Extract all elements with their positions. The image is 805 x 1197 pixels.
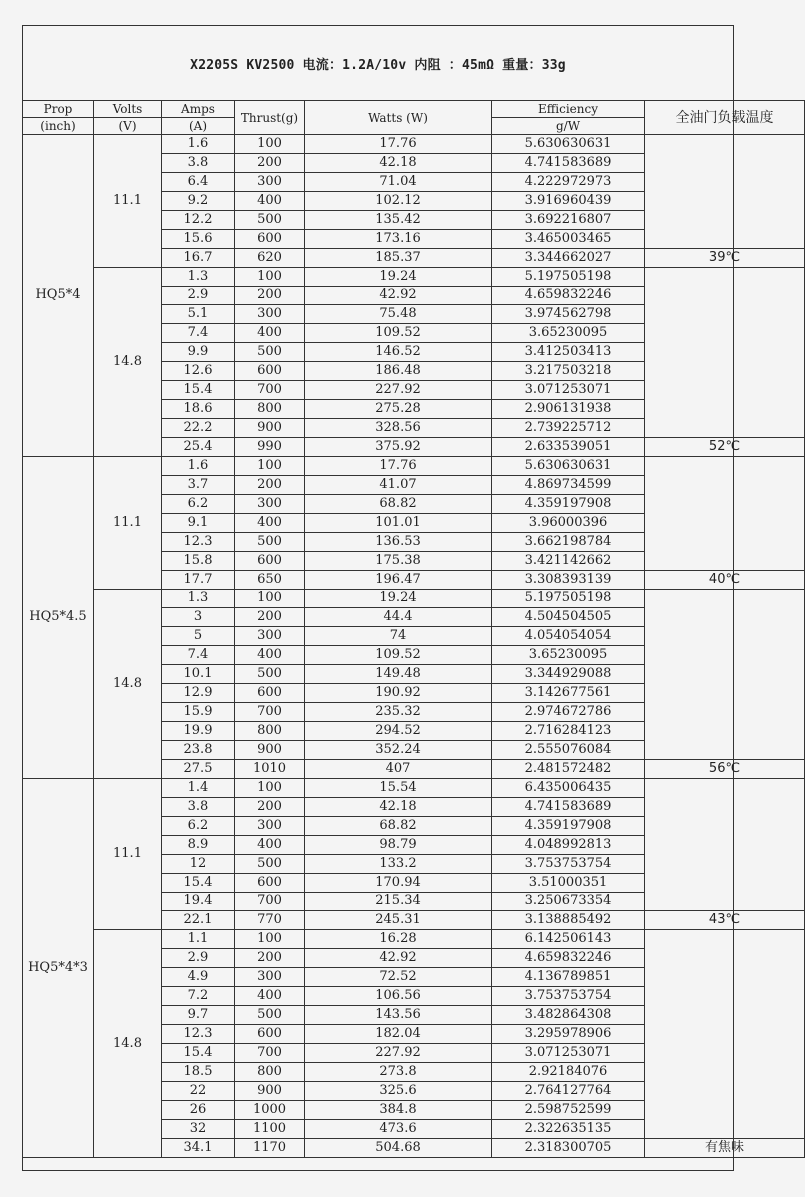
- watts-cell: 68.82: [305, 816, 492, 835]
- watts-cell: 143.56: [305, 1006, 492, 1025]
- table-row: [23, 135, 805, 154]
- watts-cell: 352.24: [305, 741, 492, 760]
- thrust-cell: 400: [235, 987, 305, 1006]
- watts-cell: 109.52: [305, 646, 492, 665]
- thrust-cell: 600: [235, 229, 305, 248]
- amps-unit-header: (A): [162, 118, 235, 135]
- temperature-cell: 43℃: [645, 911, 805, 930]
- temperature-blank-cell: [645, 930, 805, 1138]
- efficiency-cell: 3.138885492: [492, 911, 645, 930]
- watts-cell: 17.76: [305, 456, 492, 475]
- amps-cell: 7.4: [162, 324, 235, 343]
- amps-cell: 34.1: [162, 1138, 235, 1157]
- thrust-cell: 200: [235, 608, 305, 627]
- efficiency-cell: 2.92184076: [492, 1062, 645, 1081]
- watts-cell: 273.8: [305, 1062, 492, 1081]
- efficiency-cell: 3.071253071: [492, 381, 645, 400]
- watts-cell: 215.34: [305, 892, 492, 911]
- amps-cell: 23.8: [162, 741, 235, 760]
- temperature-blank-cell: [645, 135, 805, 249]
- efficiency-cell: 3.421142662: [492, 551, 645, 570]
- watts-cell: 19.24: [305, 267, 492, 286]
- thrust-cell: 900: [235, 1081, 305, 1100]
- volts-cell: 14.8: [94, 589, 162, 778]
- volts-unit-header: (V): [94, 118, 162, 135]
- efficiency-cell: 4.659832246: [492, 949, 645, 968]
- volts-header: Volts: [94, 101, 162, 118]
- efficiency-cell: 4.504504505: [492, 608, 645, 627]
- amps-cell: 15.6: [162, 229, 235, 248]
- watts-cell: 41.07: [305, 475, 492, 494]
- amps-cell: 19.9: [162, 722, 235, 741]
- thrust-cell: 700: [235, 892, 305, 911]
- watts-cell: 328.56: [305, 419, 492, 438]
- thrust-cell: 600: [235, 362, 305, 381]
- amps-cell: 12: [162, 854, 235, 873]
- watts-cell: 42.18: [305, 797, 492, 816]
- amps-cell: 22.1: [162, 911, 235, 930]
- amps-cell: 10.1: [162, 665, 235, 684]
- thrust-cell: 100: [235, 267, 305, 286]
- watts-cell: 15.54: [305, 778, 492, 797]
- thrust-cell: 300: [235, 816, 305, 835]
- thrust-cell: 600: [235, 551, 305, 570]
- amps-cell: 6.2: [162, 816, 235, 835]
- amps-cell: 12.9: [162, 684, 235, 703]
- efficiency-cell: 3.344662027: [492, 248, 645, 267]
- efficiency-cell: 2.974672786: [492, 703, 645, 722]
- watts-cell: 275.28: [305, 400, 492, 419]
- efficiency-cell: 4.222972973: [492, 172, 645, 191]
- volts-cell: 14.8: [94, 267, 162, 456]
- amps-cell: 1.3: [162, 267, 235, 286]
- efficiency-cell: 2.322635135: [492, 1119, 645, 1138]
- amps-cell: 32: [162, 1119, 235, 1138]
- thrust-cell: 700: [235, 703, 305, 722]
- volts-cell: 11.1: [94, 456, 162, 589]
- prop-header: Prop: [23, 101, 94, 118]
- volts-cell: 11.1: [94, 135, 162, 268]
- thrust-cell: 600: [235, 684, 305, 703]
- efficiency-cell: 3.753753754: [492, 987, 645, 1006]
- amps-cell: 7.4: [162, 646, 235, 665]
- efficiency-cell: 3.482864308: [492, 1006, 645, 1025]
- efficiency-cell: 2.716284123: [492, 722, 645, 741]
- amps-cell: 6.2: [162, 494, 235, 513]
- amps-cell: 12.3: [162, 1025, 235, 1044]
- amps-cell: 16.7: [162, 248, 235, 267]
- efficiency-cell: 3.250673354: [492, 892, 645, 911]
- amps-cell: 26: [162, 1100, 235, 1119]
- watts-cell: 245.31: [305, 911, 492, 930]
- efficiency-cell: 4.741583689: [492, 153, 645, 172]
- amps-cell: 27.5: [162, 759, 235, 778]
- watts-cell: 186.48: [305, 362, 492, 381]
- thrust-cell: 700: [235, 1044, 305, 1063]
- watts-cell: 375.92: [305, 438, 492, 457]
- amps-cell: 9.1: [162, 513, 235, 532]
- efficiency-cell: 3.51000351: [492, 873, 645, 892]
- temperature-cell: 52℃: [645, 438, 805, 457]
- thrust-cell: 300: [235, 305, 305, 324]
- efficiency-cell: 3.974562798: [492, 305, 645, 324]
- thrust-cell: 700: [235, 381, 305, 400]
- efficiency-cell: 3.65230095: [492, 646, 645, 665]
- table-body: [23, 135, 805, 1158]
- watts-cell: 19.24: [305, 589, 492, 608]
- thrust-cell: 770: [235, 911, 305, 930]
- efficiency-cell: 5.630630631: [492, 135, 645, 154]
- watts-cell: 16.28: [305, 930, 492, 949]
- thrust-cell: 100: [235, 930, 305, 949]
- efficiency-cell: 2.764127764: [492, 1081, 645, 1100]
- thrust-cell: 200: [235, 797, 305, 816]
- watts-cell: 74: [305, 627, 492, 646]
- amps-cell: 3: [162, 608, 235, 627]
- thrust-cell: 500: [235, 343, 305, 362]
- efficiency-cell: 2.739225712: [492, 419, 645, 438]
- amps-cell: 22: [162, 1081, 235, 1100]
- amps-cell: 9.2: [162, 191, 235, 210]
- watts-cell: 407: [305, 759, 492, 778]
- table-row: [23, 589, 805, 608]
- efficiency-cell: 3.65230095: [492, 324, 645, 343]
- amps-cell: 12.2: [162, 210, 235, 229]
- watts-cell: 71.04: [305, 172, 492, 191]
- amps-cell: 1.4: [162, 778, 235, 797]
- watts-cell: 133.2: [305, 854, 492, 873]
- watts-cell: 102.12: [305, 191, 492, 210]
- prop-unit-header: (inch): [23, 118, 94, 135]
- watts-cell: 170.94: [305, 873, 492, 892]
- watts-cell: 17.76: [305, 135, 492, 154]
- amps-cell: 25.4: [162, 438, 235, 457]
- amps-cell: 15.8: [162, 551, 235, 570]
- temperature-blank-cell: [645, 267, 805, 437]
- thrust-cell: 600: [235, 1025, 305, 1044]
- temperature-blank-cell: [645, 778, 805, 911]
- thrust-cell: 1010: [235, 759, 305, 778]
- amps-cell: 15.9: [162, 703, 235, 722]
- amps-cell: 1.1: [162, 930, 235, 949]
- efficiency-cell: 2.906131938: [492, 400, 645, 419]
- watts-cell: 109.52: [305, 324, 492, 343]
- watts-cell: 98.79: [305, 835, 492, 854]
- thrust-cell: 800: [235, 400, 305, 419]
- amps-cell: 18.6: [162, 400, 235, 419]
- efficiency-cell: 3.217503218: [492, 362, 645, 381]
- efficiency-cell: 4.869734599: [492, 475, 645, 494]
- thrust-cell: 200: [235, 153, 305, 172]
- prop-cell: HQ5*4.5: [23, 456, 94, 778]
- thrust-cell: 300: [235, 172, 305, 191]
- watts-cell: 42.92: [305, 286, 492, 305]
- amps-cell: 17.7: [162, 570, 235, 589]
- efficiency-cell: 3.071253071: [492, 1044, 645, 1063]
- amps-cell: 5.1: [162, 305, 235, 324]
- thrust-cell: 200: [235, 949, 305, 968]
- watts-cell: 42.92: [305, 949, 492, 968]
- watts-cell: 325.6: [305, 1081, 492, 1100]
- efficiency-cell: 4.741583689: [492, 797, 645, 816]
- thrust-cell: 900: [235, 419, 305, 438]
- thrust-cell: 650: [235, 570, 305, 589]
- volts-cell: 14.8: [94, 930, 162, 1157]
- thrust-cell: 300: [235, 494, 305, 513]
- thrust-cell: 800: [235, 722, 305, 741]
- efficiency-cell: 4.048992813: [492, 835, 645, 854]
- thrust-cell: 400: [235, 191, 305, 210]
- efficiency-cell: 3.308393139: [492, 570, 645, 589]
- sheet-title: X2205S KV2500 电流：1.2A/10v 内阻 ：45mΩ 重量：33g: [190, 58, 566, 73]
- efficiency-cell: 2.633539051: [492, 438, 645, 457]
- thrust-cell: 300: [235, 968, 305, 987]
- thrust-cell: 990: [235, 438, 305, 457]
- temperature-header: 全油门负载温度: [645, 101, 805, 135]
- watts-cell: 196.47: [305, 570, 492, 589]
- test-data-table: [22, 100, 805, 1158]
- watts-cell: 182.04: [305, 1025, 492, 1044]
- efficiency-cell: 2.555076084: [492, 741, 645, 760]
- thrust-cell: 1000: [235, 1100, 305, 1119]
- efficiency-unit-header: g/W: [492, 118, 645, 135]
- amps-cell: 6.4: [162, 172, 235, 191]
- efficiency-cell: 5.197505198: [492, 589, 645, 608]
- amps-cell: 1.3: [162, 589, 235, 608]
- watts-cell: 106.56: [305, 987, 492, 1006]
- watts-cell: 146.52: [305, 343, 492, 362]
- watts-cell: 42.18: [305, 153, 492, 172]
- thrust-cell: 620: [235, 248, 305, 267]
- amps-cell: 15.4: [162, 381, 235, 400]
- watts-cell: 227.92: [305, 381, 492, 400]
- amps-cell: 8.9: [162, 835, 235, 854]
- efficiency-cell: 2.481572482: [492, 759, 645, 778]
- amps-cell: 7.2: [162, 987, 235, 1006]
- efficiency-cell: 3.142677561: [492, 684, 645, 703]
- thrust-cell: 400: [235, 646, 305, 665]
- thrust-cell: 800: [235, 1062, 305, 1081]
- thrust-cell: 300: [235, 627, 305, 646]
- thrust-cell: 200: [235, 286, 305, 305]
- thrust-cell: 100: [235, 778, 305, 797]
- amps-cell: 5: [162, 627, 235, 646]
- temperature-cell: 56℃: [645, 759, 805, 778]
- watts-cell: 294.52: [305, 722, 492, 741]
- efficiency-cell: 4.136789851: [492, 968, 645, 987]
- watts-cell: 135.42: [305, 210, 492, 229]
- thrust-cell: 400: [235, 324, 305, 343]
- thrust-cell: 100: [235, 135, 305, 154]
- amps-cell: 15.4: [162, 873, 235, 892]
- watts-cell: 175.38: [305, 551, 492, 570]
- watts-cell: 227.92: [305, 1044, 492, 1063]
- table-row: [23, 930, 805, 949]
- efficiency-cell: 6.435006435: [492, 778, 645, 797]
- thrust-cell: 500: [235, 665, 305, 684]
- thrust-cell: 500: [235, 1006, 305, 1025]
- watts-cell: 235.32: [305, 703, 492, 722]
- amps-cell: 3.7: [162, 475, 235, 494]
- efficiency-cell: 3.465003465: [492, 229, 645, 248]
- amps-cell: 19.4: [162, 892, 235, 911]
- thrust-cell: 500: [235, 854, 305, 873]
- watts-cell: 149.48: [305, 665, 492, 684]
- temperature-cell: 40℃: [645, 570, 805, 589]
- thrust-cell: 100: [235, 456, 305, 475]
- prop-cell: HQ5*4*3: [23, 778, 94, 1157]
- efficiency-cell: 2.598752599: [492, 1100, 645, 1119]
- efficiency-cell: 3.753753754: [492, 854, 645, 873]
- thrust-cell: 500: [235, 532, 305, 551]
- amps-header: Amps: [162, 101, 235, 118]
- table-row: [23, 778, 805, 797]
- temperature-blank-cell: [645, 456, 805, 570]
- amps-cell: 9.7: [162, 1006, 235, 1025]
- watts-cell: 173.16: [305, 229, 492, 248]
- thrust-cell: 1170: [235, 1138, 305, 1157]
- watts-cell: 185.37: [305, 248, 492, 267]
- volts-cell: 11.1: [94, 778, 162, 930]
- efficiency-cell: 3.412503413: [492, 343, 645, 362]
- amps-cell: 3.8: [162, 797, 235, 816]
- amps-cell: 15.4: [162, 1044, 235, 1063]
- thrust-cell: 100: [235, 589, 305, 608]
- thrust-cell: 1100: [235, 1119, 305, 1138]
- data-sheet: [22, 25, 774, 1171]
- watts-header: Watts (W): [305, 101, 492, 135]
- watts-cell: 44.4: [305, 608, 492, 627]
- amps-cell: 2.9: [162, 949, 235, 968]
- efficiency-cell: 3.295978906: [492, 1025, 645, 1044]
- efficiency-cell: 3.916960439: [492, 191, 645, 210]
- temperature-blank-cell: [645, 589, 805, 759]
- watts-cell: 101.01: [305, 513, 492, 532]
- table-row: [23, 267, 805, 286]
- efficiency-cell: 5.197505198: [492, 267, 645, 286]
- prop-cell: HQ5*4: [23, 135, 94, 457]
- efficiency-cell: 4.659832246: [492, 286, 645, 305]
- amps-cell: 2.9: [162, 286, 235, 305]
- efficiency-cell: 4.359197908: [492, 494, 645, 513]
- watts-cell: 136.53: [305, 532, 492, 551]
- amps-cell: 4.9: [162, 968, 235, 987]
- watts-cell: 504.68: [305, 1138, 492, 1157]
- amps-cell: 1.6: [162, 135, 235, 154]
- amps-cell: 12.6: [162, 362, 235, 381]
- amps-cell: 9.9: [162, 343, 235, 362]
- thrust-cell: 900: [235, 741, 305, 760]
- efficiency-cell: 3.692216807: [492, 210, 645, 229]
- temperature-cell: 39℃: [645, 248, 805, 267]
- table-row: [23, 456, 805, 475]
- watts-cell: 72.52: [305, 968, 492, 987]
- watts-cell: 384.8: [305, 1100, 492, 1119]
- efficiency-cell: 3.344929088: [492, 665, 645, 684]
- temperature-cell: 有焦味: [645, 1138, 805, 1157]
- efficiency-cell: 6.142506143: [492, 930, 645, 949]
- thrust-cell: 600: [235, 873, 305, 892]
- efficiency-cell: 5.630630631: [492, 456, 645, 475]
- thrust-header: Thrust(g): [235, 101, 305, 135]
- amps-cell: 1.6: [162, 456, 235, 475]
- efficiency-cell: 4.054054054: [492, 627, 645, 646]
- watts-cell: 190.92: [305, 684, 492, 703]
- efficiency-cell: 3.96000396: [492, 513, 645, 532]
- watts-cell: 473.6: [305, 1119, 492, 1138]
- thrust-cell: 500: [235, 210, 305, 229]
- efficiency-cell: 3.662198784: [492, 532, 645, 551]
- efficiency-cell: 4.359197908: [492, 816, 645, 835]
- amps-cell: 12.3: [162, 532, 235, 551]
- watts-cell: 75.48: [305, 305, 492, 324]
- amps-cell: 18.5: [162, 1062, 235, 1081]
- thrust-cell: 200: [235, 475, 305, 494]
- thrust-cell: 400: [235, 513, 305, 532]
- efficiency-header: Efficiency: [492, 101, 645, 118]
- amps-cell: 3.8: [162, 153, 235, 172]
- efficiency-cell: 2.318300705: [492, 1138, 645, 1157]
- amps-cell: 22.2: [162, 419, 235, 438]
- watts-cell: 68.82: [305, 494, 492, 513]
- thrust-cell: 400: [235, 835, 305, 854]
